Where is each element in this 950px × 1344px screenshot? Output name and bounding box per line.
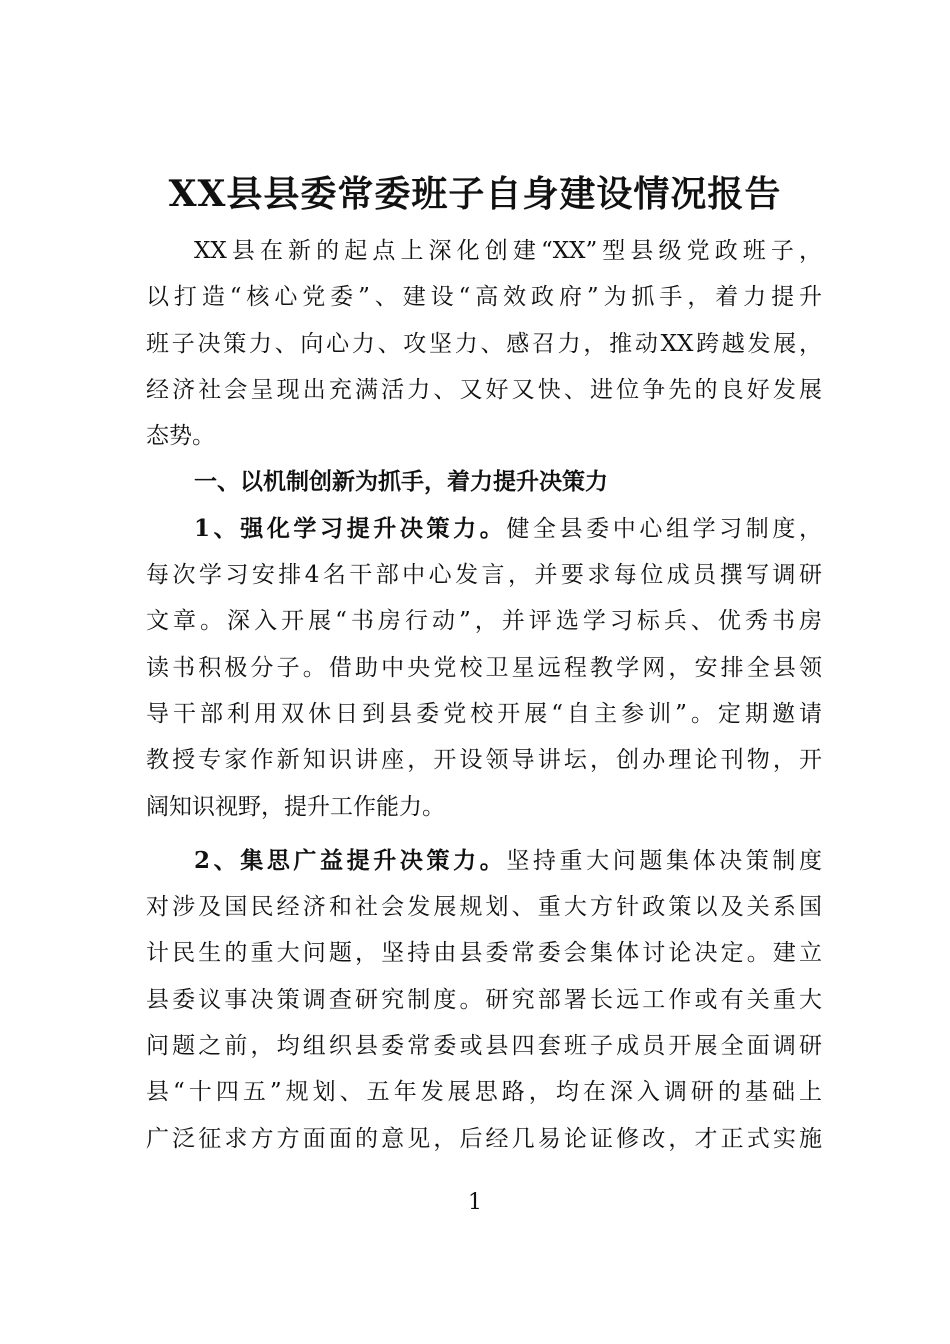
item2-line: 县“十四五”规划、五年发展思路，均在深入调研的基础上	[146, 1079, 822, 1106]
item1-line: 读书积极分子。借助中央党校卫星远程教学网，安排全县领	[146, 654, 822, 681]
item1-lead: 1、强化学习提升决策力。	[194, 514, 507, 542]
item2-line: 县委议事决策调查研究制度。研究部署长远工作或有关重大	[146, 986, 822, 1013]
item2-line: 计民生的重大问题，坚持由县委常委会集体讨论决定。建立	[146, 940, 822, 967]
intro-line: 经济社会呈现出充满活力、又好又快、进位争先的良好发展	[146, 376, 822, 403]
item1-line: 导干部利用双休日到县委党校开展“自主参训”。定期邀请	[146, 700, 822, 727]
item2-lead: 2、集思广益提升决策力。	[194, 846, 507, 874]
item1-line: 阔知识视野，提升工作能力。	[146, 793, 445, 820]
item1-line: 教授专家作新知识讲座，开设领导讲坛，创办理论刊物，开	[146, 747, 822, 774]
document-body	[146, 228, 822, 1162]
item2-line: 问题之前，均组织县委常委或县四套班子成员开展全面调研	[146, 1033, 822, 1060]
item2-first-rest: 坚持重大问题集体决策制度	[506, 847, 823, 874]
paragraph-gap	[146, 830, 822, 838]
item1-line: 文章。深入开展“书房行动”，并评选学习标兵、优秀书房	[146, 608, 822, 635]
intro-line: XX县在新的起点上深化创建“XX”型县级党政班子，	[194, 238, 822, 264]
item1-first-rest: 健全县委中心组学习制度，	[506, 515, 823, 542]
item2-line: 对涉及国民经济和社会发展规划、重大方针政策以及关系国	[146, 894, 822, 921]
page-number: 1	[468, 1190, 482, 1215]
item1-line: 每次学习安排4名干部中心发言，并要求每位成员撰写调研	[146, 562, 822, 589]
item2-line: 广泛征求方方面面的意见，后经几易论证修改，才正式实施	[146, 1125, 822, 1152]
item1-first-line	[146, 506, 822, 552]
intro-line: 以打造“核心党委”、建设“高效政府”为抓手，着力提升	[146, 284, 822, 311]
intro-line: 班子决策力、向心力、攻坚力、感召力，推动XX跨越发展，	[146, 330, 822, 357]
document-title: XX县县委常委班子自身建设情况报告	[168, 173, 782, 215]
intro-line: 态势。	[146, 423, 215, 450]
item2-first-line	[146, 838, 822, 884]
section-heading: 一、以机制创新为抓手，着力提升决策力	[194, 468, 608, 496]
